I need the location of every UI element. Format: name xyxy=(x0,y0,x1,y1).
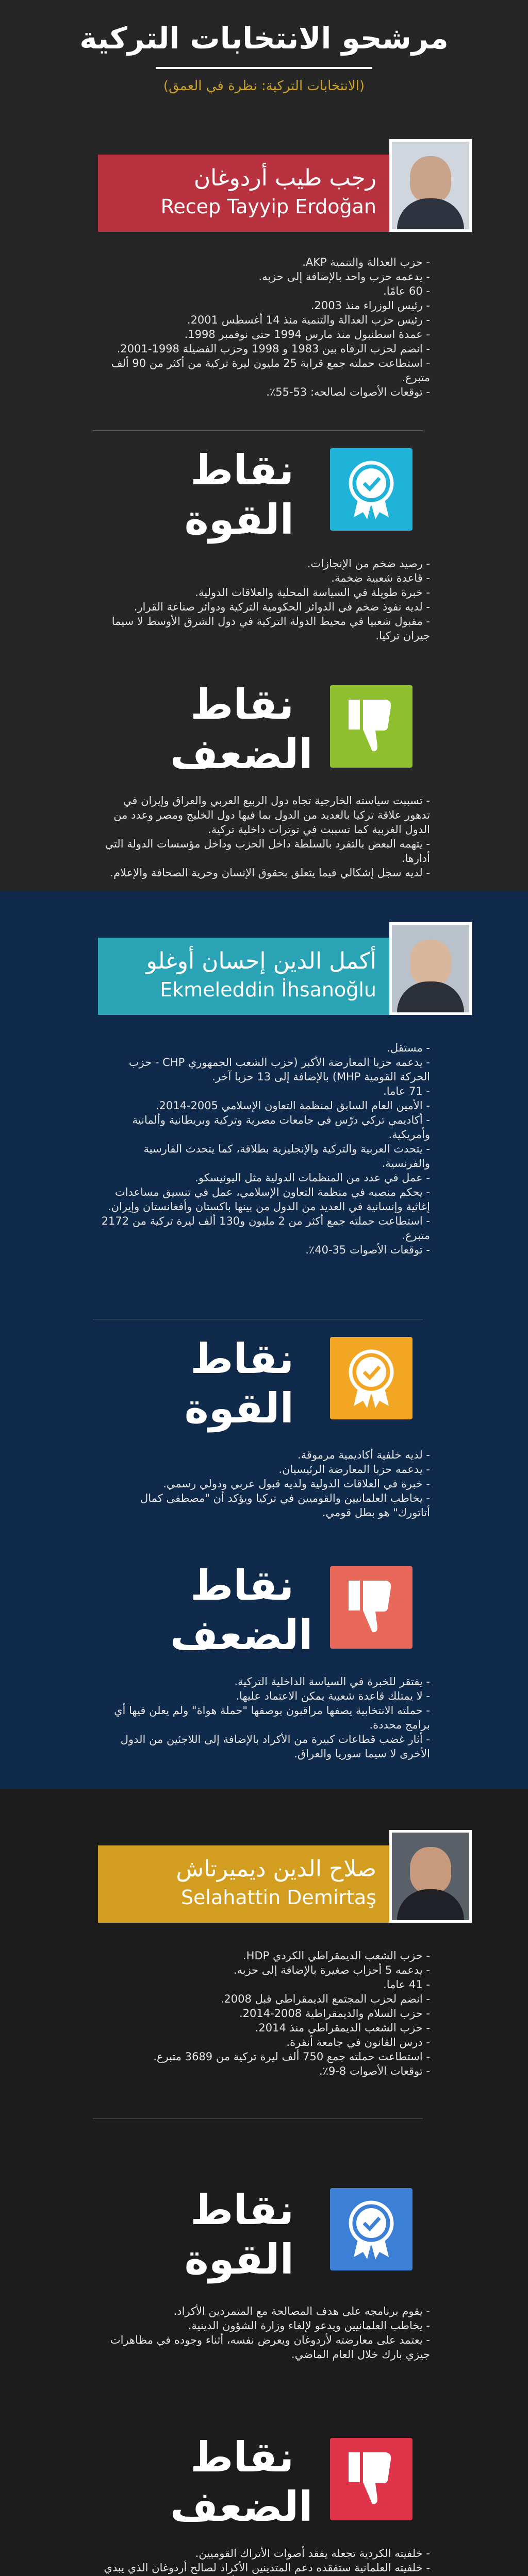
candidate-name-en: Ekmeleddin İhsanoğlu xyxy=(160,978,376,1001)
candidate-photo xyxy=(389,1830,472,1923)
candidate-banner xyxy=(98,155,397,232)
candidate-section-ihsanoglu xyxy=(0,891,528,1789)
strengths-heading: نقاط القوة xyxy=(184,1335,294,1432)
photo-face xyxy=(410,1847,451,1893)
photo-face xyxy=(410,156,451,202)
candidate-bio: - حزب العدالة والتنمية AKP. - يدعمه حزب واحد بالإضافة إلى حزبه. - 60 عامًا. - رئيس الوزراء منذ 2003. - رئيس حزب العدالة والتنمية منذ 14 أغسطس 2001. - عمدة اسطنبول منذ مارس 1994 حتى نوفمبر 1998. - انضم لحزب الرفاه بين 1983 و 1998 وحزب الفضيلة 1998-2001. - استطاعت حملته جمع قرابة 25 مليون ليرة تركية من أكثر من 90 ألف متبرع. - توقعات الأصوات لصالحه: 53-55٪. xyxy=(111,256,430,398)
candidate-section-demirtas xyxy=(0,1789,528,2576)
weaknesses-heading: نقاط الضعف xyxy=(170,681,313,778)
section-divider xyxy=(93,430,423,431)
candidate-name-ar: صلاح الدين ديميرتاش xyxy=(176,1856,376,1882)
photo-face xyxy=(410,939,451,986)
strength-badge-icon xyxy=(330,1337,412,1419)
strengths-heading: نقاط القوة xyxy=(184,2186,294,2283)
weaknesses-heading: نقاط الضعف xyxy=(170,2433,313,2531)
candidate-name-ar: أكمل الدين إحسان أوغلو xyxy=(146,948,376,974)
candidate-name-en: Recep Tayyip Erdoğan xyxy=(160,195,376,218)
title-divider xyxy=(156,67,372,69)
photo-suit xyxy=(397,1889,464,1920)
candidate-name-en: Selahattin Demirtaş xyxy=(180,1886,376,1909)
page-title: مرشحو الانتخابات التركية xyxy=(79,21,449,56)
candidate-name-ar: رجب طيب أردوغان xyxy=(193,165,376,191)
strength-badge-icon xyxy=(330,448,412,531)
weaknesses-list: - خلفيته الكردية تجعله يفقد أصوات الأتراك القوميين. - خلفيته العلمانية ستفقده دعم المتدينين الأكراد لصالح أردوغان الذي يبدي xyxy=(104,2547,430,2574)
weaknesses-list: - تسببت سياسته الخارجية تجاه دول الربيع العربي والعراق وإيران في تدهور علاقة تركيا بالعديد من الدول بما فيها دول الخليج ومصر وعدد من الدول الغربية كما تسببت في توترات داخلية تركية. - يتهمه البعض بالتفرد بالسلطة داخل الحزب وداخل مؤسسات الدولة التي أدارها. - لديه سجل إشكالي فيما يتعلق بحقوق الإنسان وحرية الصحافة والإعلام. xyxy=(105,794,430,879)
strengths-list: - لديه خلفية أكاديمية مرموقة. - يدعمه حزبا المعارضة الرئيسيان. - خبرة في العلاقات الدولية ولديه قبول عربي ودولي رسمي. - يخاطب العلمانيين والقوميين في تركيا ويؤكد أن "مصطفى كمال أتاتورك" هو بطل قومي. xyxy=(140,1449,430,1519)
weaknesses-heading: نقاط الضعف xyxy=(170,1562,313,1659)
thumbs-down-icon xyxy=(330,685,412,768)
page-subtitle: (الانتخابات التركية: نظرة في العمق) xyxy=(163,78,365,94)
candidate-photo xyxy=(389,922,472,1015)
weaknesses-list: - يفتقر للخبرة في السياسة الداخلية التركية. - لا يمتلك قاعدة شعبية يمكن الاعتماد عليها. - حملته الانتخابية يصفها مراقبون بوصفها "حملة هواة" ولم يعلن فيها أي برامج محددة. - أثار غضب قطاعات كبيرة من الأكراد بالإضافة إلى اللاجئين من الدول الأخرى لا سيما سوريا والعراق. xyxy=(114,1675,430,1760)
candidate-bio: - حزب الشعب الديمقراطي الكردي HDP. - يدعمه 5 أحزاب صغيرة بالإضافة إلى حزبه. - 41 عاما. - انضم لحزب المجتمع الديمقراطي قبل 2008. - حزب السلام والديمقراطية 2008-2014. - حزب الشعب الديمقراطي منذ 2014. - درس القانون في جامعة أنقرة. - استطاعت حملته جمع 750 ألف ليرة تركية من 3689 متبرع. - توقعات الأصوات 8-9٪. xyxy=(153,1950,430,2077)
photo-suit xyxy=(397,981,464,1012)
thumbs-down-icon xyxy=(330,2438,412,2520)
candidate-section-erdogan xyxy=(0,0,528,891)
strengths-heading: نقاط القوة xyxy=(184,446,294,544)
candidate-bio: - مستقل. - يدعمه حزبا المعارضة الأكبر (حزب الشعب الجمهوري CHP - حزب الحركة القومية MHP) بالإضافة إلى 13 حزبا آخر. - 71 عاما. - الأمين العام السابق لمنظمة التعاون الإسلامي 2005-2014. - أكاديمي تركي درّس في جامعات مصرية وتركية وبريطانية وألمانية وأمريكية. - يتحدث العربية والتركية والإنجليزية بطلاقة، كما يتحدث الفارسية والفرنسية. - عمل في عدد من المنظمات الدولية مثل اليونيسكو. - يحكم منصبه في منظمة التعاون الإسلامي، عمل في تنسيق مساعدات إغاثية وإنسانية في العديد من الدول من بينها باكستان وأفغانستان وإيران. - استطاعت حملته جمع أكثر من 2 مليون و130 ألف ليرة تركية من 2172 متبرع. - توقعات الأصوات 35-40٪. xyxy=(101,1042,430,1256)
candidate-banner xyxy=(98,938,397,1015)
strengths-list: - يقوم برنامجه على هدف المصالحة مع المتمردين الأكراد. - يخاطب العلمانيين ويدعو لإلغاء وزارة الشؤون الدينية. - يعتمد على معارضته لأردوغان ويعرض نفسه، أثناء وجوده في مظاهرات جيزي بارك خلال العام الماضي. xyxy=(110,2305,430,2361)
thumbs-down-icon xyxy=(330,1566,412,1649)
photo-suit xyxy=(397,198,464,229)
strengths-list: - رصيد ضخم من الإنجازات. - قاعدة شعبية ضخمة. - خبرة طويلة في السياسة المحلية والعلاقات الدولية. - لديه نفوذ ضخم في الدوائر الحكومية التركية ودوائر صناعة القرار. - مقبول شعبيا في محيط الدولة التركية في دول الشرق الأوسط لا سيما جيران تركيا. xyxy=(111,557,430,642)
candidate-photo xyxy=(389,139,472,232)
candidate-banner xyxy=(98,1845,397,1923)
strength-badge-icon xyxy=(330,2188,412,2270)
